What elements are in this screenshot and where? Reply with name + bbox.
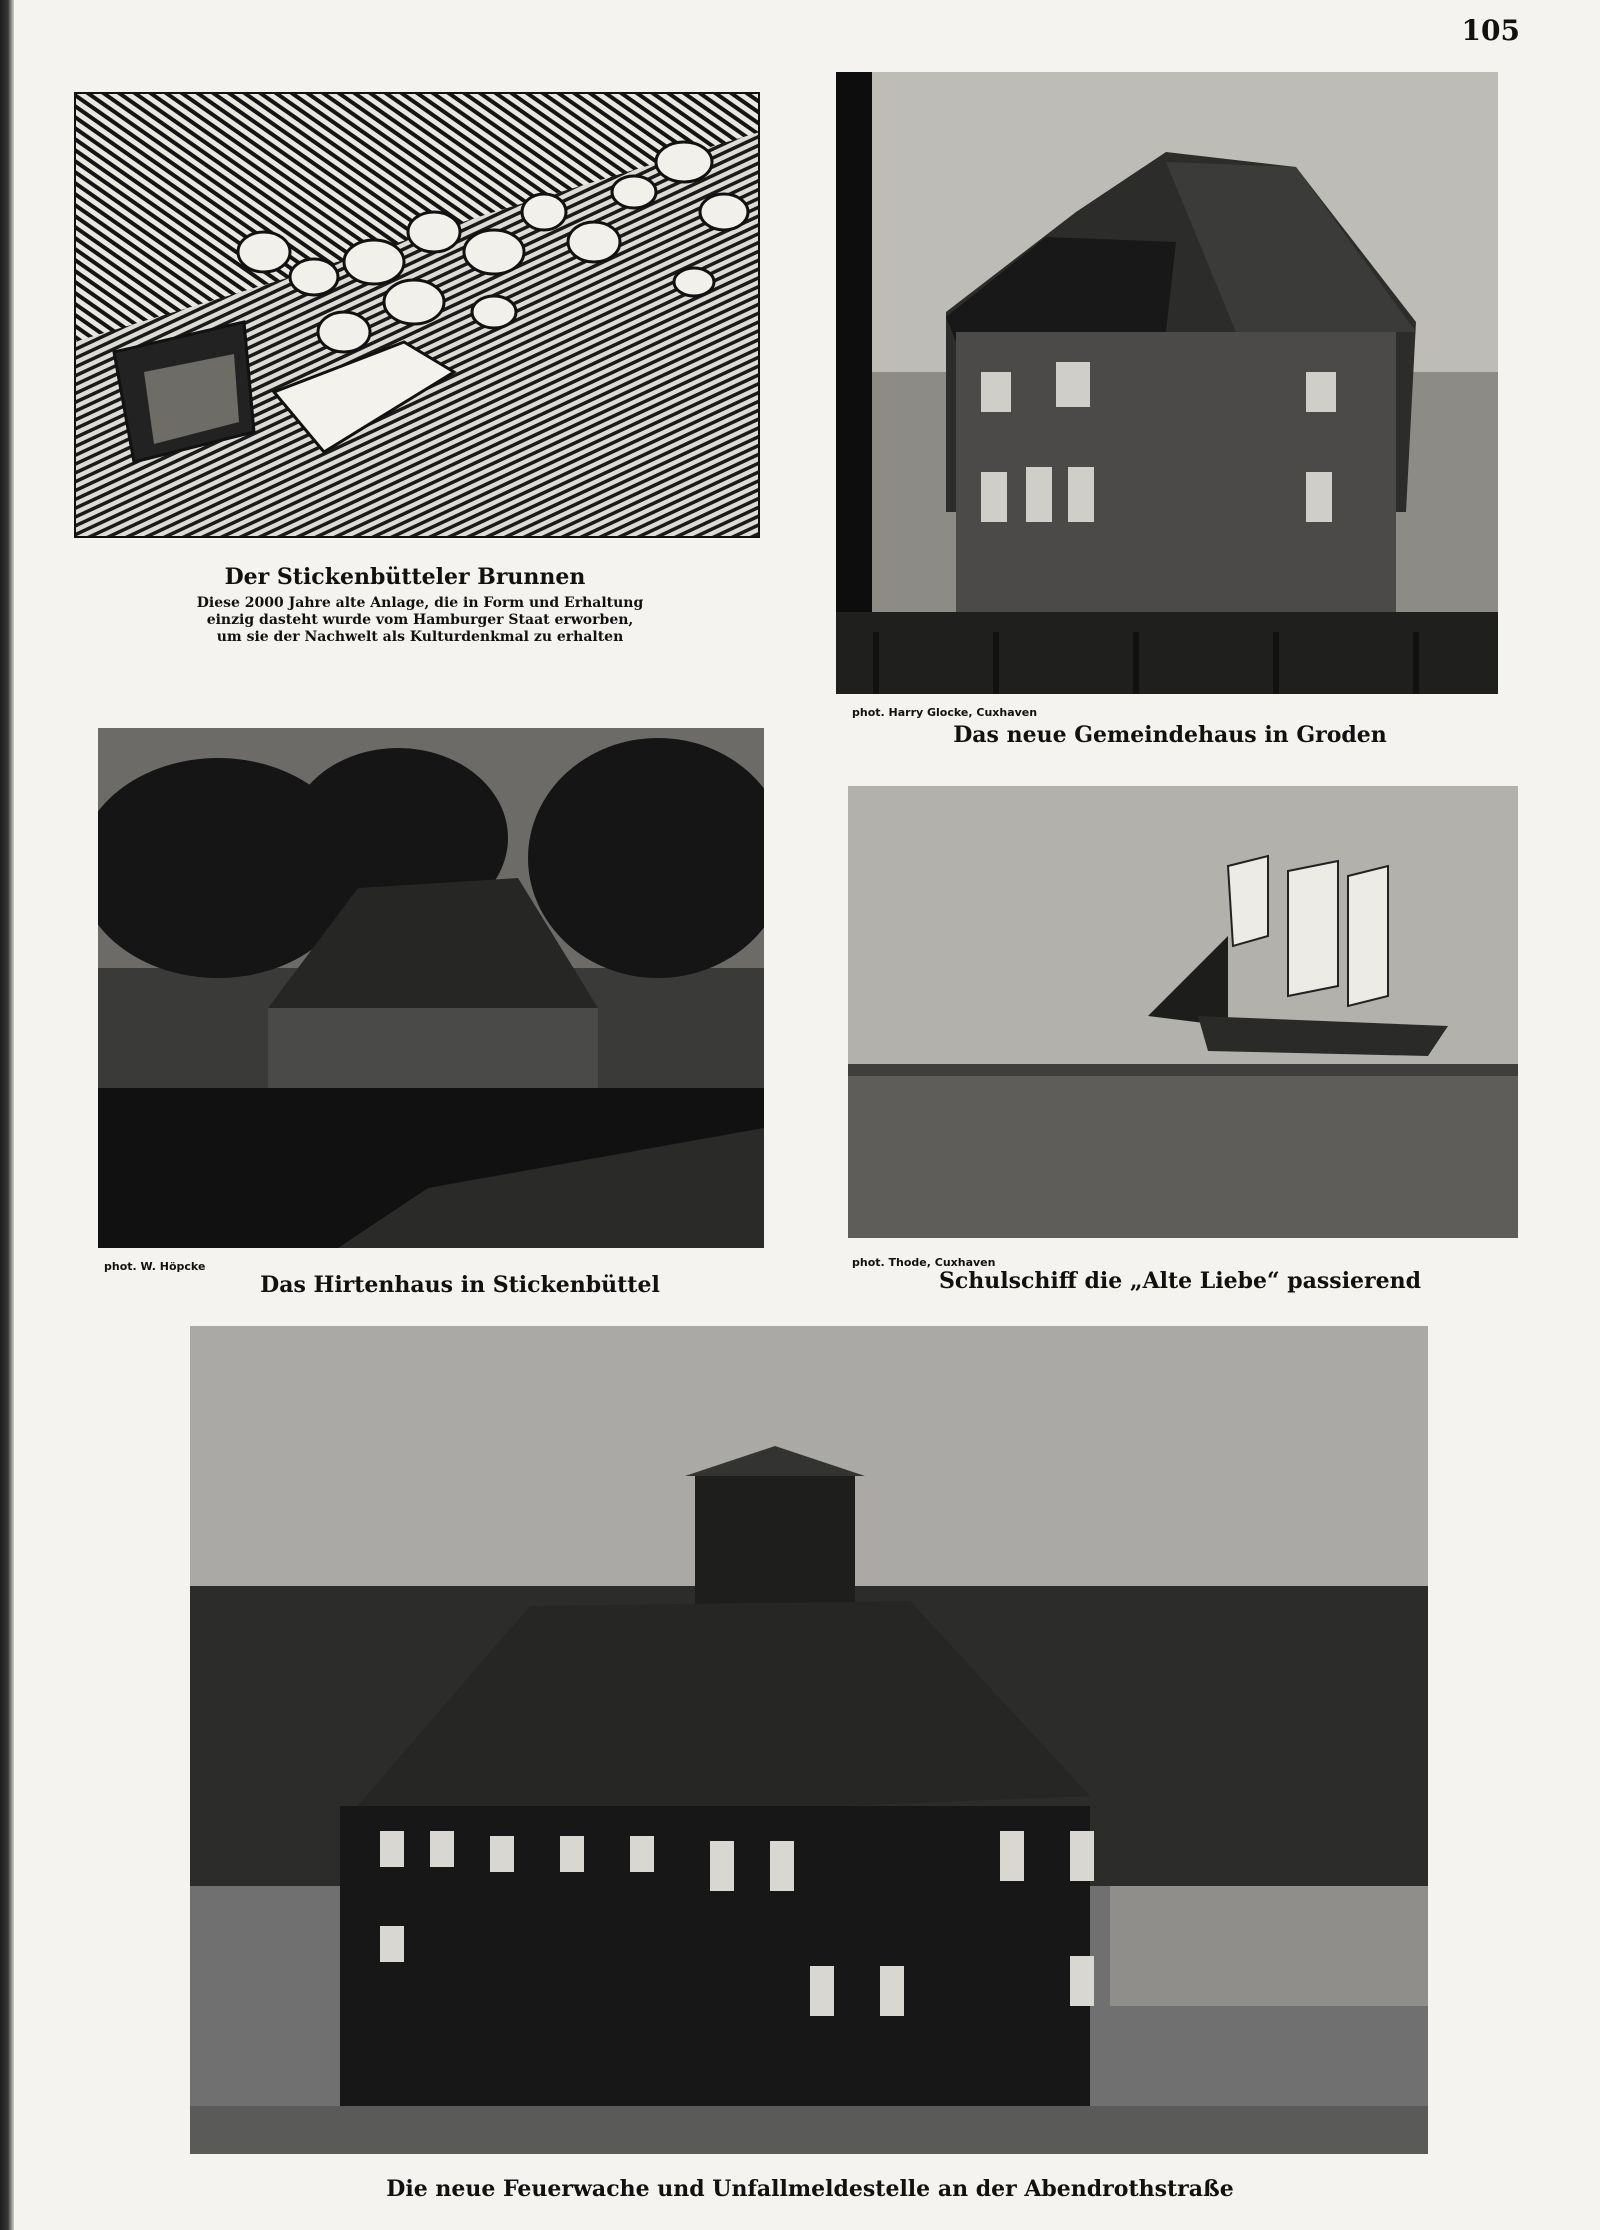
training-ship-caption: Schulschiff die „Alte Liebe“ passierend <box>938 1268 1422 1294</box>
well-description-line-1: Diese 2000 Jahre alte Anlage, die in Form und Erhaltung <box>196 595 644 611</box>
community-house-caption: Das neue Gemeindehaus in Groden <box>953 722 1387 748</box>
community-house-photo <box>836 72 1498 694</box>
well-description-line-3: um sie der Nachwelt als Kulturdenkmal zu erhalten <box>216 629 624 645</box>
shepherd-house-credit: phot. W. Höpcke <box>104 1260 206 1273</box>
well-description-line-2: einzig dasteht wurde vom Hamburger Staat erworben, <box>206 612 634 628</box>
well-description <box>160 595 680 646</box>
well-caption: Der Stickenbütteler Brunnen <box>224 564 586 590</box>
training-ship-credit: phot. Thode, Cuxhaven <box>852 1256 996 1269</box>
fire-station-caption: Die neue Feuerwache und Unfallmeldestelle an der Abendrothstraße <box>386 2176 1234 2202</box>
page-number: 105 <box>1461 14 1520 47</box>
well-woodcut-image <box>74 92 760 538</box>
shepherd-house-photo <box>98 728 764 1248</box>
fire-station-photo <box>190 1326 1428 2154</box>
training-ship-photo <box>848 786 1518 1238</box>
book-spine-shadow <box>0 0 14 2230</box>
shepherd-house-caption: Das Hirtenhaus in Stickenbüttel <box>260 1272 660 1298</box>
community-house-credit: phot. Harry Glocke, Cuxhaven <box>852 706 1038 719</box>
